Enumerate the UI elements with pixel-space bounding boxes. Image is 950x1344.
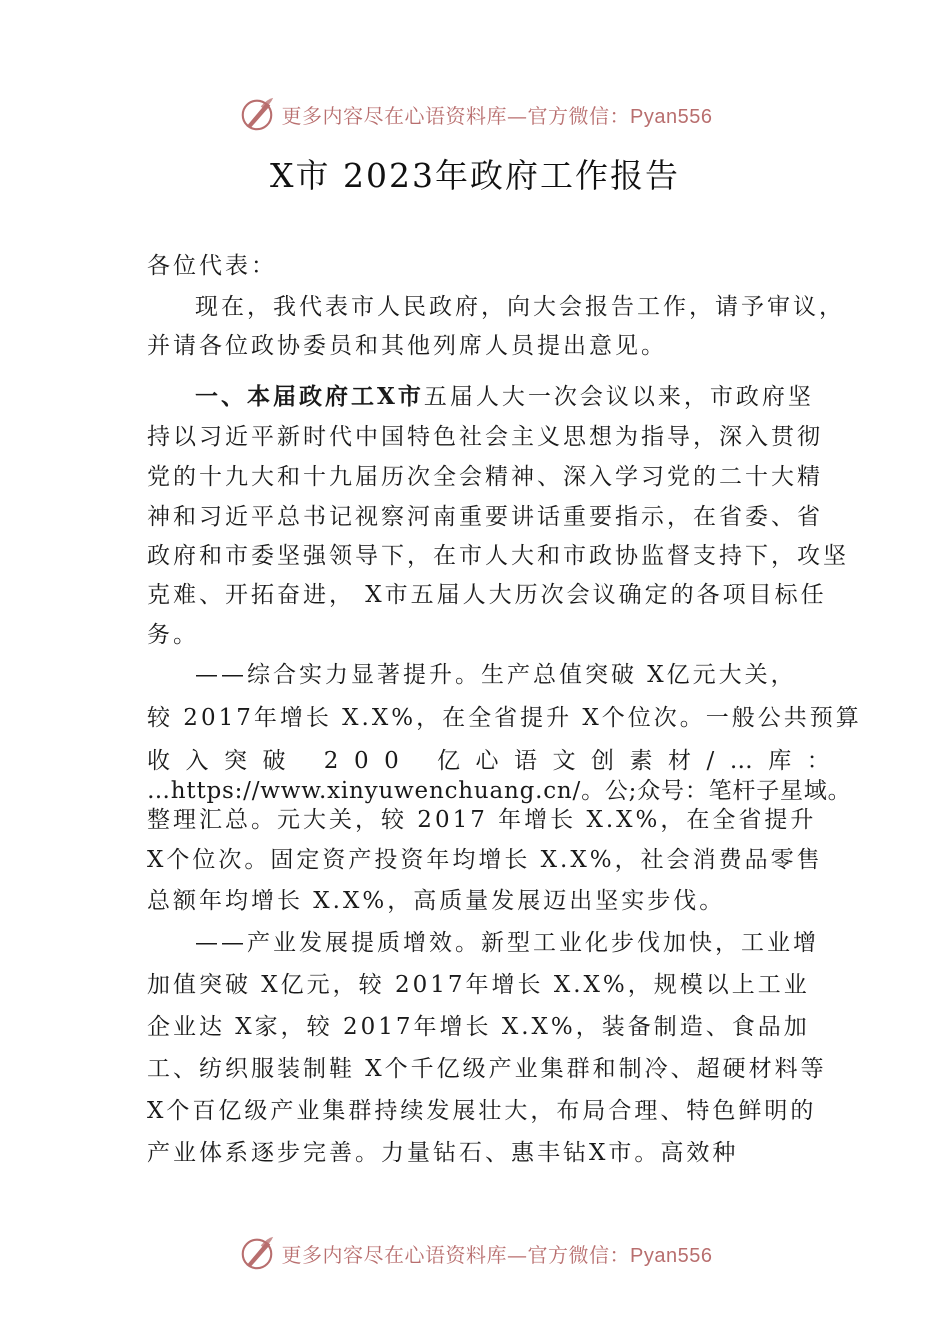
- body-line: 并请各位政协委员和其他列席人员提出意见。: [147, 333, 667, 359]
- quill-pen-seal-icon: [238, 95, 276, 133]
- body-line: 较 2017年增长 X.X%，在全省提升 X个位次。一般公共预算: [147, 705, 862, 731]
- body-line: X个百亿级产业集群持续发展壮大，布局合理、特色鲜明的: [147, 1098, 817, 1124]
- body-line: 政府和市委坚强领导下，在市人大和市政协监督支持下，攻坚: [147, 543, 849, 569]
- body-line: 总额年均增长 X.X%，高质量发展迈出坚实步伐。: [147, 888, 726, 914]
- body-line: ——产业发展提质增效。新型工业化步伐加快，工业增: [195, 930, 819, 956]
- body-line: 企业达 X家，较 2017年增长 X.X%，装备制造、食品加: [147, 1014, 810, 1040]
- page-title: X市 2023年政府工作报告: [270, 156, 680, 195]
- body-line: 现在，我代表市人民政府，向大会报告工作，请予审议，: [195, 294, 845, 320]
- body-line: 加值突破 X亿元，较 2017年增长 X.X%，规模以上工业: [147, 972, 810, 998]
- body-line: 务。: [147, 622, 199, 648]
- salutation: 各位代表：: [147, 253, 277, 279]
- wechat-handle: Pyan556: [630, 1244, 713, 1267]
- section-heading: 一、本届政府工X市: [195, 383, 424, 410]
- body-line: 收入突破 200 亿心语文创素材/…库：: [147, 748, 846, 774]
- body-line: 整理汇总。元大关，较 2017 年增长 X.X%，在全省提升: [147, 807, 817, 833]
- footer-watermark-banner: [0, 1231, 950, 1275]
- quill-pen-seal-icon: [238, 1234, 276, 1272]
- body-line: 党的十九大和十九届历次全会精神、深入学习党的二十大精: [147, 464, 823, 490]
- body-line: 工、纺织服装制鞋 X个千亿级产业集群和制冷、超硬材料等: [147, 1056, 827, 1082]
- watermark-text: 更多内容尽在心语资料库—官方微信：Pyan556: [281, 103, 713, 128]
- body-line: 一、本届政府工X市五届人大一次会议以来，市政府坚: [195, 383, 814, 410]
- body-line: 克难、开拓奋进， X市五届人大历次会议确定的各项目标任: [147, 582, 827, 608]
- body-line: …https://www.xinyuwenchuang.cn/。公;众号：笔杆子星域。: [147, 778, 852, 804]
- body-line: X个位次。固定资产投资年均增长 X.X%，社会消费品零售: [147, 847, 823, 873]
- body-line: ——综合实力显著提升。生产总值突破 X亿元大关，: [195, 662, 797, 688]
- body-line: 神和习近平总书记视察河南重要讲话重要指示，在省委、省: [147, 504, 823, 530]
- wechat-handle: Pyan556: [630, 105, 713, 128]
- header-watermark-banner: [0, 92, 950, 136]
- body-line: 持以习近平新时代中国特色社会主义思想为指导，深入贯彻: [147, 424, 823, 450]
- watermark-text: 更多内容尽在心语资料库—官方微信：Pyan556: [281, 1242, 713, 1267]
- body-line: 产业体系逐步完善。力量钻石、惠丰钻X市。高效种: [147, 1140, 739, 1166]
